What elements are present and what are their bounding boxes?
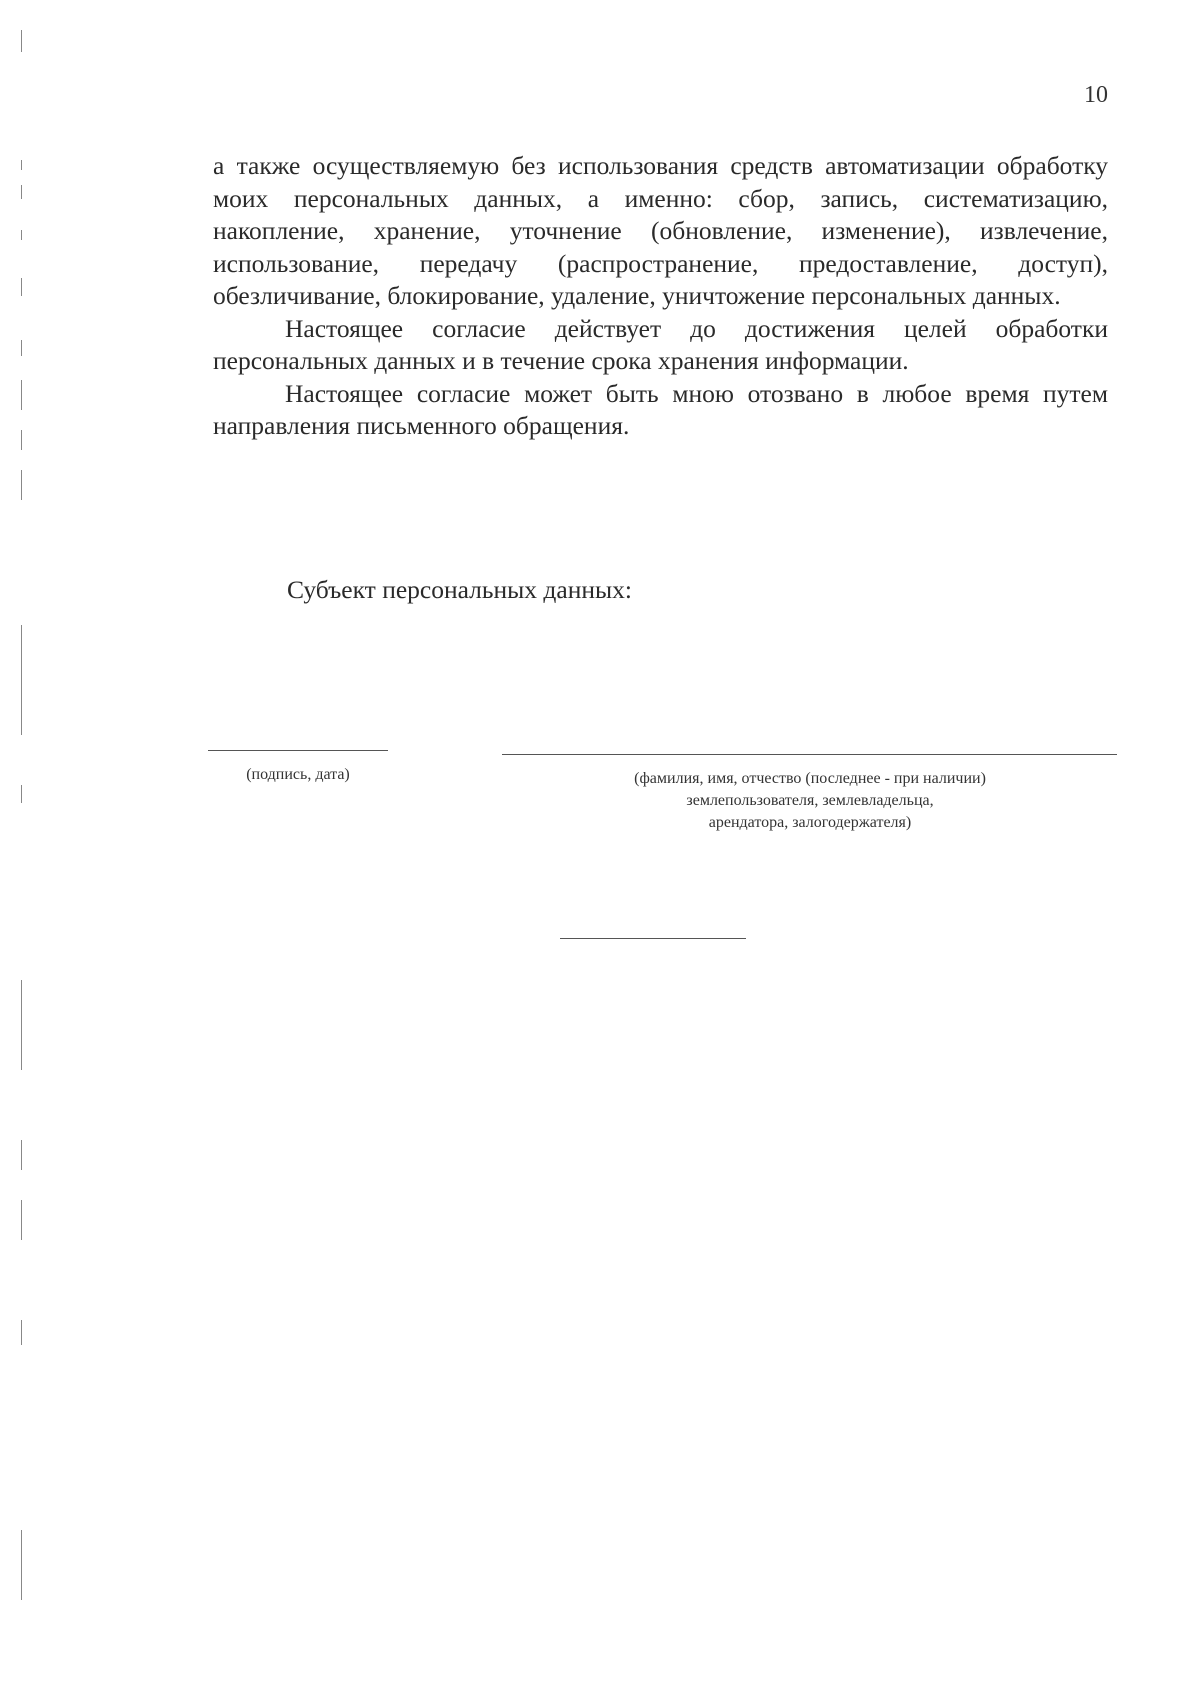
paragraph-validity-term: Настоящее согласие действует до достижения целей обработки персональных данных и в течение срока хранения информации. bbox=[213, 313, 1108, 375]
scan-artifact bbox=[21, 470, 22, 500]
paragraph-processing-list: а также осуществляемую без использования средств автоматизации обработку моих персональных данных, а именно: сбор, запись, систематизацию, накопление, хранение, уточнение (обновление, изменение), извлечение, использование, передачу (распространение, предоставление, доступ), обезличивание, блокирование, удаление, уничтожение персональных данных. bbox=[213, 151, 1108, 310]
full-name-line bbox=[502, 754, 1117, 755]
scan-artifact bbox=[21, 1530, 22, 1600]
scan-artifact bbox=[21, 785, 22, 803]
scan-artifact bbox=[21, 160, 22, 170]
signature-date-caption: (подпись, дата) bbox=[246, 766, 350, 783]
full-name-caption bbox=[560, 768, 1060, 834]
scan-artifact bbox=[21, 625, 22, 735]
scan-artifact bbox=[21, 380, 22, 410]
paragraph-revocation: Настоящее согласие может быть мною отозвано в любое время путем направления письменного обращения. bbox=[213, 378, 1108, 440]
scan-artifact bbox=[21, 278, 22, 296]
full-name-caption-line: (фамилия, имя, отчество (последнее - при наличии) bbox=[634, 770, 986, 787]
scan-artifact bbox=[21, 30, 22, 52]
scan-artifact bbox=[21, 340, 22, 356]
consent-body-text bbox=[213, 150, 1108, 443]
scan-artifact bbox=[21, 1320, 22, 1345]
scan-artifact bbox=[21, 1200, 22, 1240]
scan-artifact bbox=[21, 430, 22, 450]
page-number: 10 bbox=[1084, 82, 1108, 108]
subject-label: Субъект персональных данных: bbox=[287, 575, 632, 604]
document-end-line bbox=[560, 938, 746, 939]
full-name-caption-line: арендатора, залогодержателя) bbox=[708, 814, 912, 831]
full-name-caption-line: землепользователя, землевладельца, bbox=[686, 792, 934, 809]
scan-artifact bbox=[21, 230, 22, 240]
scan-artifact bbox=[21, 980, 22, 1070]
scan-artifact bbox=[21, 1140, 22, 1170]
scan-artifact bbox=[21, 185, 22, 199]
signature-date-line bbox=[208, 750, 388, 751]
